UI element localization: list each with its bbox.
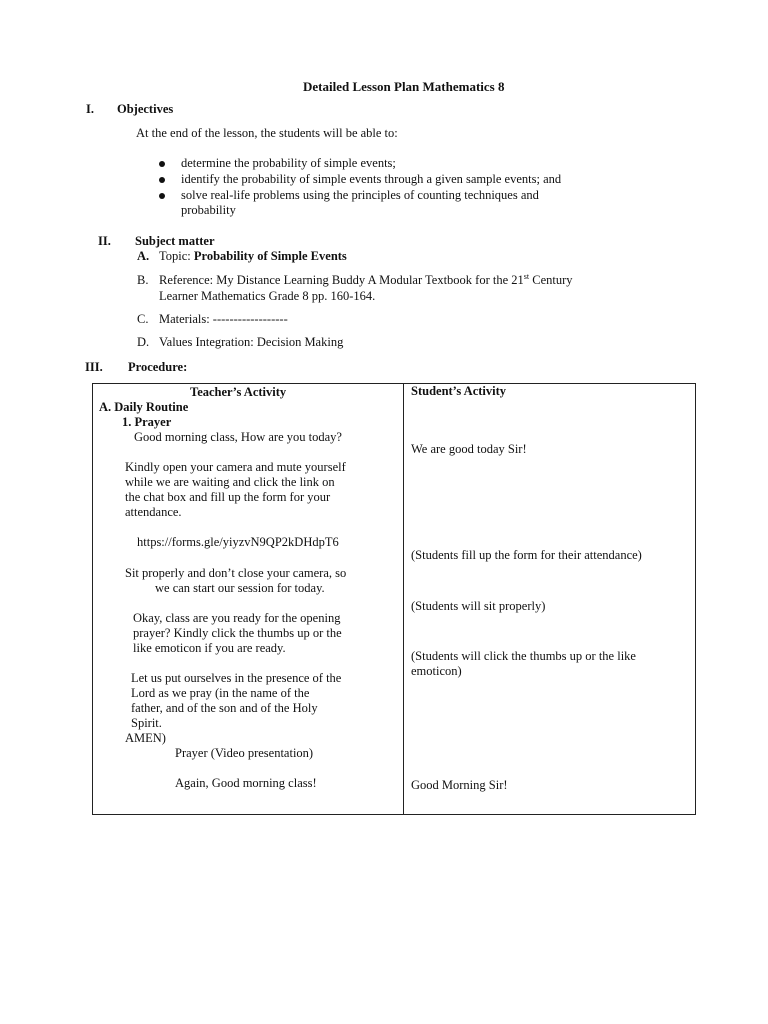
teacher-prayer-line: Let us put ourselves in the presence of the: [131, 671, 342, 685]
document-title: Detailed Lesson Plan Mathematics 8: [303, 79, 505, 94]
column-divider: [403, 384, 404, 814]
topic-letter: A.: [137, 249, 150, 263]
bullet-icon: [159, 193, 165, 199]
student-response: (Students will sit properly): [411, 599, 546, 613]
teacher-amen: AMEN): [125, 731, 166, 745]
reference-text: Reference: My Distance Learning Buddy A Modular Textbook for the 21: [159, 273, 524, 287]
teacher-ready-line: like emoticon if you are ready.: [133, 641, 286, 655]
materials-line: Materials: ------------------: [159, 312, 288, 326]
objectives-heading: Objectives: [117, 102, 174, 116]
attendance-link[interactable]: https://forms.gle/yiyzvN9QP2kDHdpT6: [137, 535, 339, 549]
teacher-sit-line: Sit properly and don’t close your camera, so: [125, 566, 347, 580]
topic-line: [159, 249, 347, 264]
objective-item: solve real-life problems using the principles of counting techniques and: [181, 188, 539, 202]
teacher-prayer-line: Spirit.: [131, 716, 162, 730]
reference-superscript: st: [523, 272, 530, 281]
teacher-camera-line: attendance.: [125, 505, 182, 519]
subject-numeral: II.: [98, 234, 111, 248]
daily-routine-heading: A. Daily Routine: [99, 400, 189, 414]
objective-item: determine the probability of simple events;: [181, 156, 396, 170]
teacher-prayer-line: Lord as we pray (in the name of the: [131, 686, 310, 700]
objectives-intro: At the end of the lesson, the students will be able to:: [136, 126, 398, 140]
teacher-camera-line: the chat box and fill up the form for your: [125, 490, 331, 504]
teacher-prayer-line: father, and of the son and of the Holy: [131, 701, 318, 715]
teacher-greeting: Good morning class, How are you today?: [134, 430, 342, 444]
teacher-ready-line: Okay, class are you ready for the opening: [133, 611, 341, 625]
topic-value: Probability of Simple Events: [193, 249, 347, 263]
objective-item-continued: probability: [181, 203, 236, 217]
procedure-numeral: III.: [85, 360, 103, 374]
reference-letter: B.: [137, 273, 149, 287]
subject-heading: Subject matter: [135, 234, 215, 248]
topic-label: Topic:: [159, 249, 191, 263]
student-response: We are good today Sir!: [411, 442, 527, 456]
values-letter: D.: [137, 335, 150, 349]
teacher-activity-header: Teacher’s Activity: [190, 385, 287, 399]
student-response: Good Morning Sir!: [411, 778, 508, 792]
activity-table: [92, 383, 696, 815]
student-response-continued: emoticon): [411, 664, 462, 678]
reference-text-end: Century: [529, 273, 573, 287]
procedure-heading: Procedure:: [128, 360, 188, 374]
prayer-heading: 1. Prayer: [122, 415, 172, 429]
teacher-camera-line: Kindly open your camera and mute yourself: [125, 460, 346, 474]
teacher-ready-line: prayer? Kindly click the thumbs up or the: [133, 626, 342, 640]
objective-item: identify the probability of simple events through a given sample events; and: [181, 172, 562, 186]
student-response: (Students fill up the form for their attendance): [411, 548, 642, 562]
bullet-icon: [159, 161, 165, 167]
teacher-again-greeting: Again, Good morning class!: [175, 776, 317, 790]
objectives-numeral: I.: [86, 102, 94, 116]
reference-line-1: [159, 273, 573, 288]
reference-line-2: Learner Mathematics Grade 8 pp. 160-164.: [159, 289, 376, 303]
student-activity-header: Student’s Activity: [411, 384, 507, 398]
values-line: Values Integration: Decision Making: [159, 335, 344, 349]
student-response: (Students will click the thumbs up or the like: [411, 649, 636, 663]
teacher-sit-line: we can start our session for today.: [155, 581, 325, 595]
bullet-icon: [159, 177, 165, 183]
materials-letter: C.: [137, 312, 149, 326]
teacher-video-prayer: Prayer (Video presentation): [175, 746, 314, 760]
teacher-camera-line: while we are waiting and click the link on: [125, 475, 335, 489]
